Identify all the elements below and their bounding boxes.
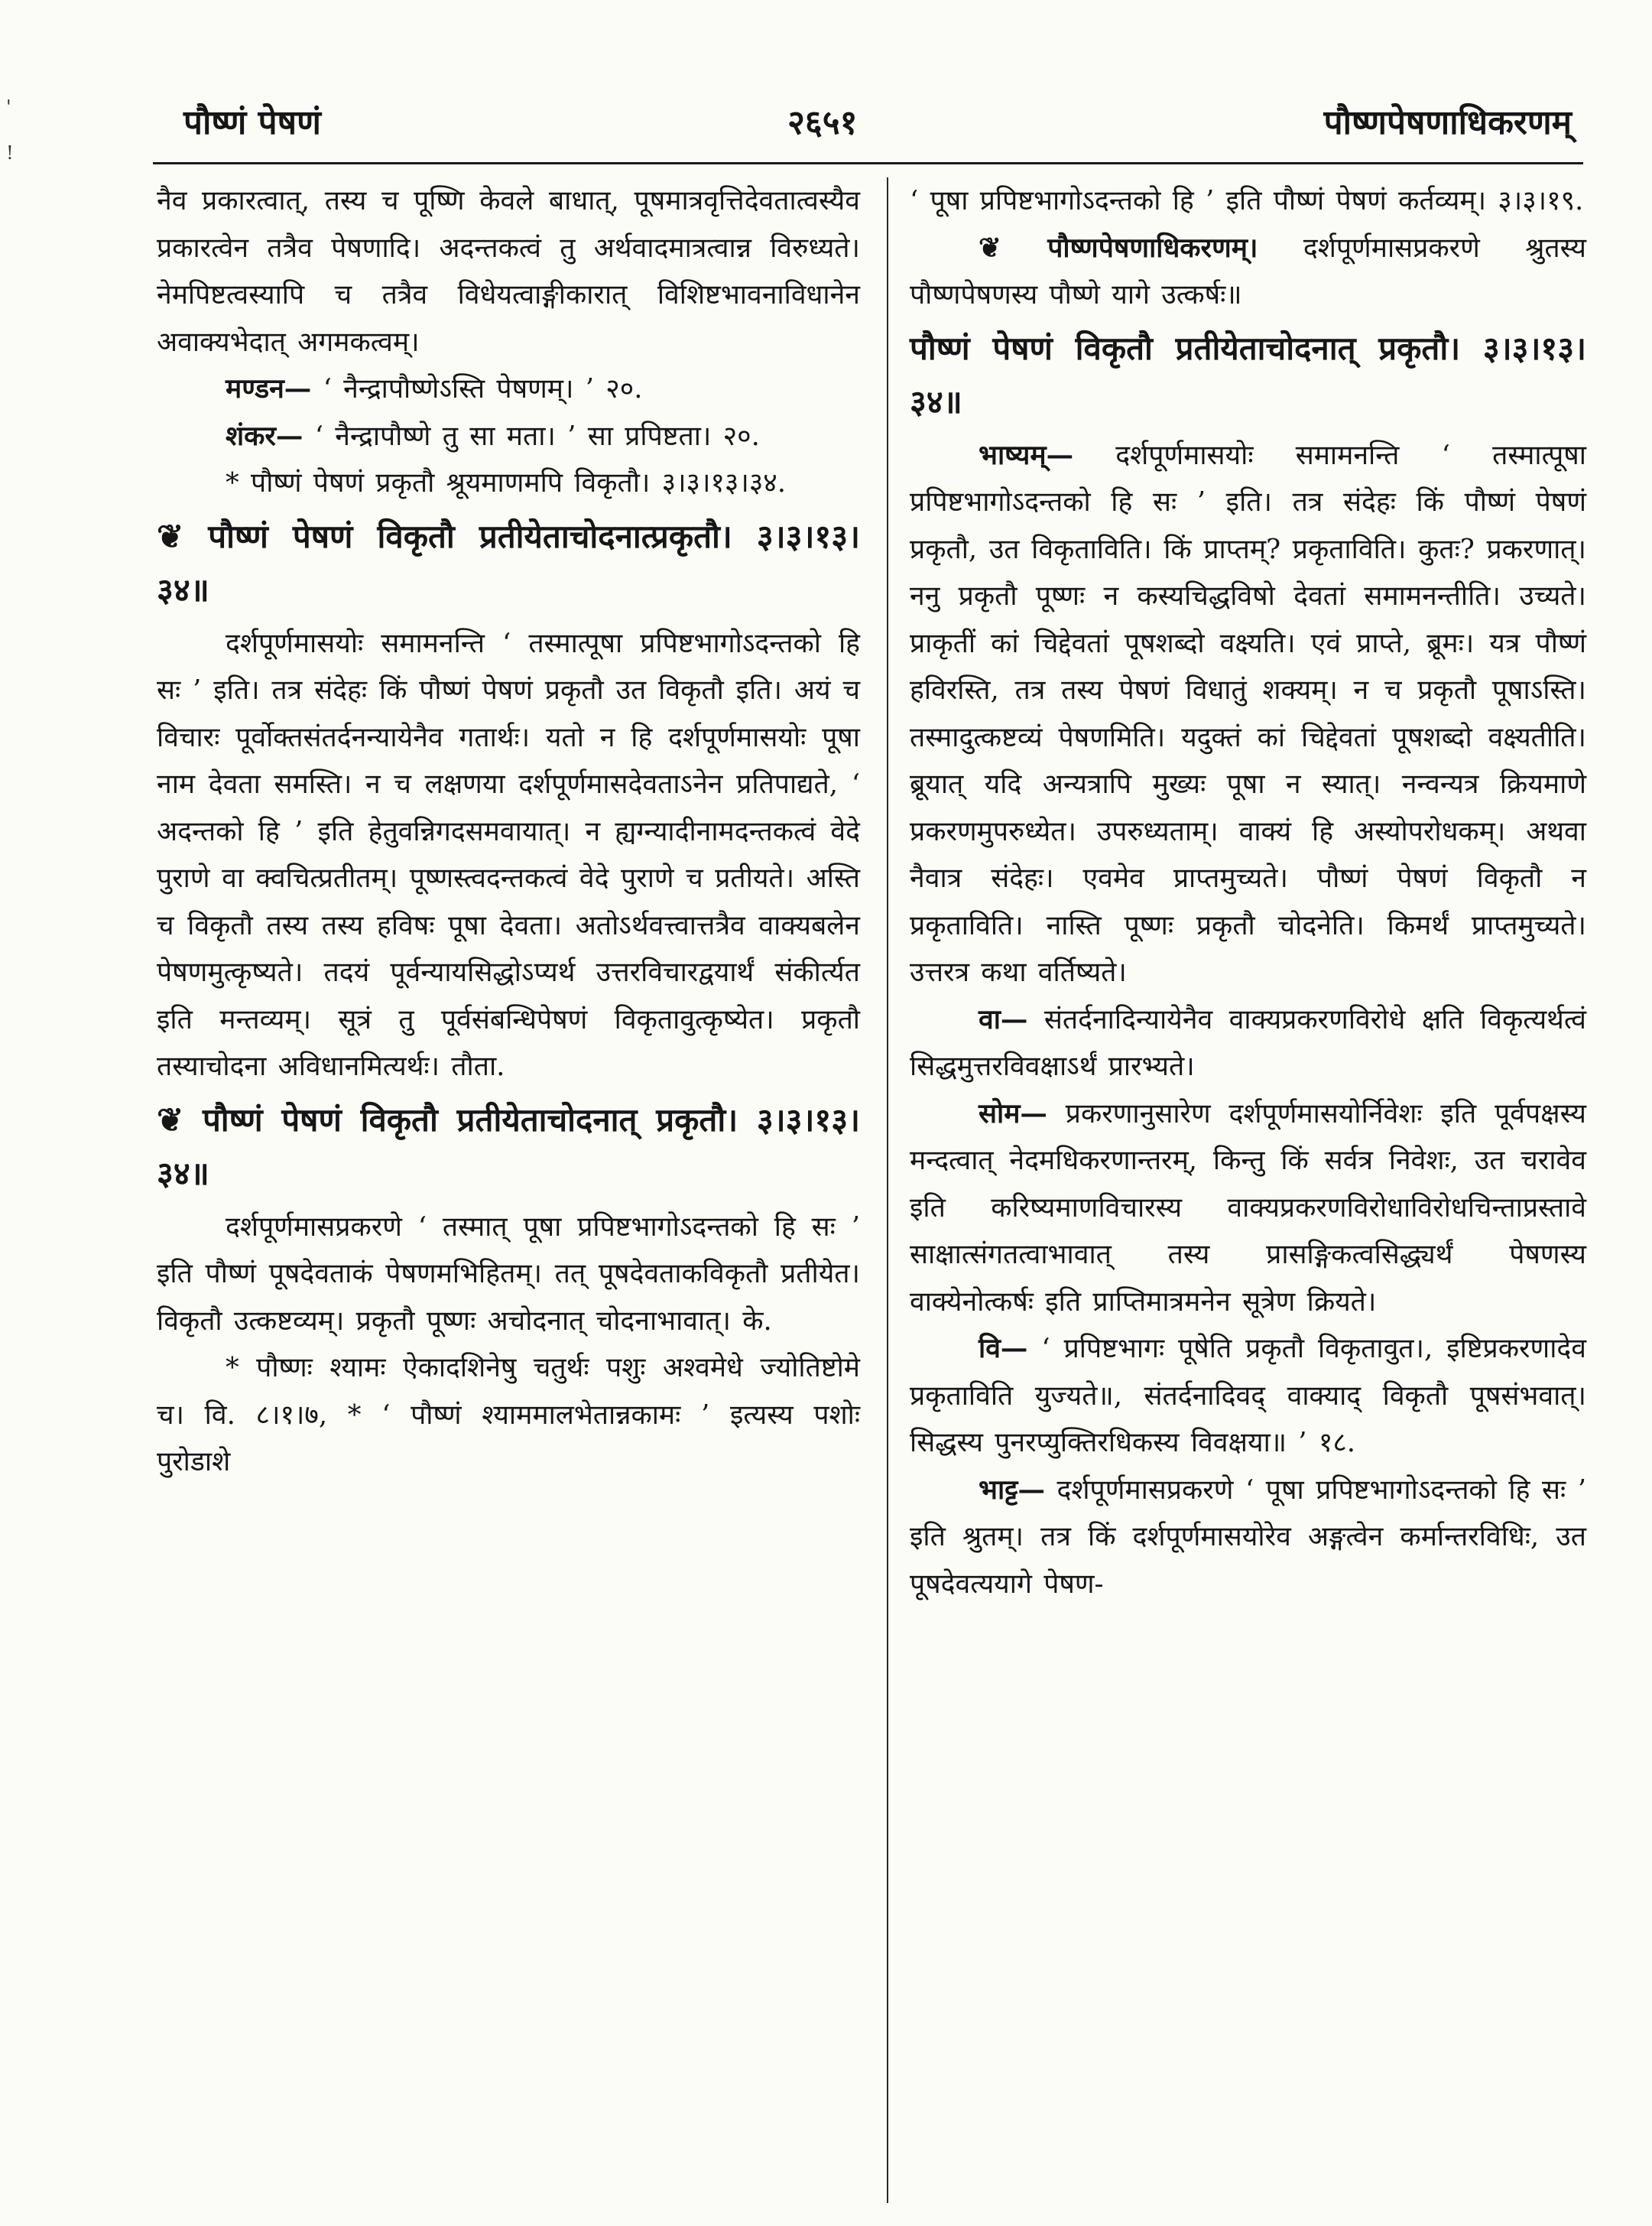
paragraph-text: दर्शपूर्णमासयोः समामनन्ति ‘ तस्मात्पूषा प्रपिष्टभागोऽदन्तको हि सः ’ इति। तत्र संदेहः किं पौष्णं पेषणं प्रकृतौ उत विकृतौ इति। अयं च विचारः पूर्वोक्तसंतर्दनन्यायेनैव गतार्थः। यतो न हि दर्शपूर्णमासयोः पूषा नाम देवता समस्ति। न च लक्षणया दर्शपूर्णमासदेवताऽनेन प्रतिपाद्यते, ‘ अदन्तको हि ’ इति हेतुवन्निगदसमवायात्। न ह्यग्न्यादीनामदन्तकत्वं वेदे पुराणे वा क्वचित्प्रतीतम्। पूष्णस्त्वदन्तकत्वं वेदे पुराणे च प्रतीयते। अस्ति च विकृतौ तस्य तस्य हविषः पूषा देवता। अतोऽर्थवत्त्वात्तत्रैव वाक्यबलेन पेषणमुत्कृष्यते। तदयं पूर्वन्यायसिद्धोऽप्यर्थ उत्तरविचारद्वयार्थं संकीर्त्यत इति मन्तव्यम्। सूत्रं तु पूर्वसंबन्धिपेषणं विकृतावुत्कृष्येत। प्रकृतौ तस्याचोदना अविधानमित्यर्थः। तौता. — [157, 627, 860, 1082]
commentary-paragraph — [910, 432, 1586, 996]
commentary-paragraph — [910, 1467, 1586, 1608]
body-paragraph — [157, 620, 860, 1090]
section-heading — [910, 322, 1586, 429]
commentary-text: ‘ नैन्द्रापौष्णेऽस्ति पेषणम्। ’ २०. — [311, 373, 643, 405]
commentator-label: मण्डन— — [226, 373, 312, 405]
header-left-title: पौष्णं पेषणं — [183, 103, 321, 142]
commentator-label: शंकर— — [226, 420, 303, 452]
commentary-paragraph — [910, 1325, 1586, 1467]
commentary-paragraph — [910, 225, 1586, 319]
right-column — [910, 177, 1586, 1607]
page-header — [183, 90, 1572, 151]
header-rule — [153, 162, 1583, 164]
commentary-text: संतर्दनादिन्यायेनैव वाक्यप्रकरणविरोधे क्षति विकृत्यर्थत्वं सिद्धमुत्तरविवक्षाऽर्थं प्रारभ्यते। — [910, 1003, 1586, 1082]
paragraph-text: नैव प्रकारत्वात्, तस्य च पूष्णि केवले बाधात्, पूषमात्रवृत्तिदेवतात्वस्यैव प्रकारत्वेन तत्रैव पेषणादि। अदन्तकत्वं तु अर्थवादमात्रत्वान्न विरुध्यते। नेमपिष्टत्वस्यापि च तत्रैव विधेयत्वाङ्गीकारात् विशिष्टभावनाविधानेन अवाक्यभेदात् अगमकत्वम्। — [157, 185, 860, 358]
page-number: २६५१ — [787, 103, 858, 142]
commentator-label: भाट्ट— — [979, 1474, 1046, 1506]
paragraph-text: ‘ पूषा प्रपिष्टभागोऽदन्तको हि ’ इति पौष्णं पेषणं कर्तव्यम्। ३।३।१९. — [910, 185, 1584, 216]
commentator-label: वा— — [979, 1003, 1028, 1035]
left-column — [157, 177, 860, 1486]
commentator-label: वि— — [979, 1333, 1028, 1364]
commentary-text: ‘ प्रपिष्टभागः पूषेति प्रकृतौ विकृतावुत।, इष्टिप्रकरणादेव प्रकृताविति युज्यते॥, संतर्दनादिवद् वाक्याद् विकृतौ पूषसंभवात्। सिद्धस्य पुनरप्युक्तिरधिकस्य विवक्षया॥ ’ १८. — [910, 1333, 1586, 1458]
commentary-text: दर्शपूर्णमासयोः समामनन्ति ‘ तस्मात्पूषा प्रपिष्टभागोऽदन्तको हि सः ’ इति। तत्र संदेहः किं पौष्णं पेषणं प्रकृतौ, उत विकृताविति। किं प्राप्तम्? प्रकृताविति। कुतः? प्रकरणात्। ननु प्रकृतौ पूष्णः न कस्यचिद्धविषो देवतां समामनन्तीति। उच्यते। प्राकृतीं कां चिद्देवतां पूषशब्दो वक्ष्यति। एवं प्राप्ते, ब्रूमः। यत्र पौष्णं हविरस्ति, तत्र तस्य पेषणं विधातुं शक्यम्। न च प्रकृतौ पूषाऽस्ति। तस्मादुत्कष्टव्यं पेषणमिति। यदुक्तं कां चिद्देवतां पूषशब्दो वक्ष्यतीति। ब्रूयात् यदि अन्यत्रापि मुख्यः पूषा न स्यात्। नन्वन्यत्र क्रियमाणे प्रकरणमुपरुध्येत। उपरुध्यताम्। वाक्यं हि अस्योपरोधकम्। अथवा नैवात्र संदेहः। एवमेव प्राप्तमुच्यते। पौष्णं पेषणं विकृतौ न प्रकृताविति। नास्ति पूष्णः प्रकृतौ चोदनेति। किमर्थं प्राप्तमुच्यते। उत्तरत्र कथा वर्तिष्यते। — [910, 439, 1586, 988]
header-right-title: पौष्णपेषणाधिकरणम् — [1323, 103, 1572, 142]
body-paragraph — [157, 1344, 860, 1486]
section-heading — [157, 1094, 860, 1201]
section-heading — [157, 510, 860, 617]
body-paragraph — [157, 460, 860, 507]
commentator-label: ❦ पौष्णपेषणाधिकरणम्। — [979, 232, 1258, 264]
body-paragraph — [910, 177, 1586, 225]
commentary-text: प्रकरणानुसारेण दर्शपूर्णमासयोर्निवेशः इति पूर्वपक्षस्य मन्दत्वात् नेदमधिकरणान्तरम्, किन्तु किं सर्वत्र निवेशः, उत चरावेव इति करिष्यमाणविचारस्य वाक्यप्रकरणविरोधाविरोधचिन्ताप्रस्तावे साक्षात्संगतत्वाभावात् तस्य प्रासङ्गिकत्वसिद्ध्यर्थं पेषणस्य वाक्येनोत्कर्षः इति प्राप्तिमात्रमनेन सूत्रेण क्रियते। — [910, 1097, 1586, 1318]
heading-text: ❦ पौष्णं पेषणं विकृतौ प्रतीयेताचोदनात्प्रकृतौ। ३।३।१३।३४॥ — [157, 517, 860, 609]
body-paragraph — [157, 177, 860, 366]
commentator-label: सोम— — [979, 1097, 1047, 1129]
commentary-text: दर्शपूर्णमासप्रकरणे श्रुतस्य पौष्णपेषणस्य पौष्णे यागे उत्कर्षः॥ — [910, 232, 1587, 310]
heading-text: ❦ पौष्णं पेषणं विकृतौ प्रतीयेताचोदनात् प्रकृतौ। ३।३।१३।३४॥ — [157, 1100, 860, 1192]
body-paragraph — [157, 1204, 860, 1345]
commentary-paragraph — [910, 1090, 1586, 1326]
commentary-paragraph — [910, 996, 1586, 1090]
commentary-text: ‘ नैन्द्रापौष्णे तु सा मता। ’ सा प्रपिष्टता। २०. — [303, 420, 760, 452]
paragraph-text: दर्शपूर्णमासप्रकरणे ‘ तस्मात् पूषा प्रपिष्टभागोऽदन्तको हि सः ’ इति पौष्णं पूषदेवताकं पेषणमभिहितम्। तत् पूषदेवताकविकृतौ प्रतीयेत। विकृतौ उत्कष्टव्यम्। प्रकृतौ पूष्णः अचोदनात् चोदनाभावात्। के. — [157, 1210, 860, 1337]
heading-text: पौष्णं पेषणं विकृतौ प्रतीयेताचोदनात् प्रकृतौ। ३।३।१३।३४॥ — [910, 329, 1586, 421]
commentary-text: दर्शपूर्णमासप्रकरणे ‘ पूषा प्रपिष्टभागोऽदन्तको हि सः ’ इति श्रुतम्। तत्र किं दर्शपूर्णमासयोरेव अङ्गत्वेन कर्मान्तरविधिः, उत पूषदेवत्ययागे पेषण- — [910, 1474, 1586, 1600]
margin-marks: ' ! — [6, 96, 14, 164]
paragraph-text: * पौष्णः श्यामः ऐकादशिनेषु चतुर्थः पशुः अश्वमेधे ज्योतिष्टोमे च। वि. ८।१।७, * ‘ पौष्णं श्याममालभेतान्नकामः ’ इत्यस्य पशोः पुरोडाशे — [157, 1352, 860, 1477]
commentator-label: भाष्यम्— — [979, 439, 1074, 471]
commentary-paragraph — [157, 413, 860, 460]
column-divider — [887, 177, 888, 2203]
commentary-paragraph — [157, 366, 860, 413]
paragraph-text: * पौष्णं पेषणं प्रकृतौ श्रूयमाणमपि विकृतौ। ३।३।१३।३४. — [226, 467, 787, 499]
